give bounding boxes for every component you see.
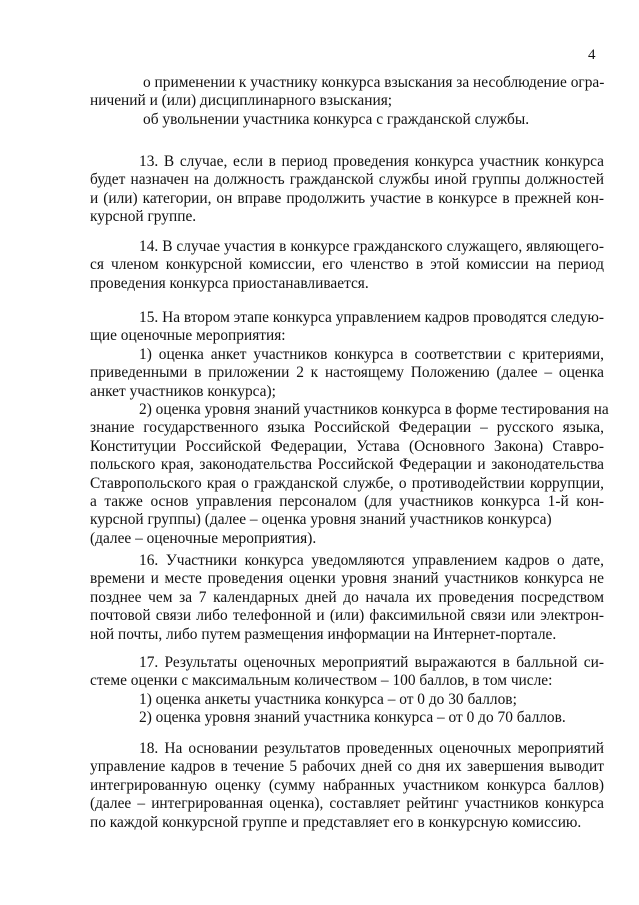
text-line: 17. Результаты оценочных мероприятий выражаются в балльной си- bbox=[139, 654, 604, 671]
text-line: по каждой конкурсной группе и представляет его в конкурсную комиссию. bbox=[90, 813, 582, 831]
text-line: почтовой связи либо телефонной и (или) факсимильной связи или электрон- bbox=[90, 607, 604, 625]
text-line: 15. На втором этапе конкурса управлением кадров проводятся следую- bbox=[139, 309, 604, 326]
text-line: 13. В случае, если в период проведения конкурса участник конкурса bbox=[139, 153, 604, 170]
text-line: (далее – оценочные мероприятия). bbox=[90, 529, 317, 547]
text-line: 1) оценка анкеты участника конкурса – от 0 до 30 баллов; bbox=[139, 690, 517, 708]
paragraph-18 bbox=[90, 740, 604, 832]
paragraph-14 bbox=[90, 238, 604, 293]
text-line: проведения конкурса приостанавливается. bbox=[90, 274, 369, 292]
text-line: 18. На основании результатов проведенных оценочных мероприятий bbox=[139, 740, 604, 757]
text-line: курсной группы) (далее – оценка уровня знаний участников конкурса) bbox=[90, 511, 552, 529]
paragraph-16 bbox=[90, 552, 604, 644]
text-line: Ставропольского края о гражданской службе, о противодействии коррупции, bbox=[90, 474, 604, 492]
text-line: управление кадров в течение 5 рабочих дней со дня их завершения выводит bbox=[90, 758, 604, 776]
text-line: приведенными в приложении 2 к настоящему Положению (далее – оценка bbox=[90, 364, 604, 382]
text-line: времени и месте проведения оценки уровня знаний участников конкурса не bbox=[90, 570, 604, 588]
text-line: ничений и (или) дисциплинарного взыскания; bbox=[90, 92, 393, 110]
text-line: ся членом конкурсной комиссии, его членство в этой комиссии на период bbox=[90, 256, 604, 274]
text-line: позднее чем за 7 календарных дней до начала их проведения посредством bbox=[90, 588, 604, 606]
text-line: и (или) категории, он вправе продолжить участие в конкурсе в прежней кон- bbox=[90, 189, 604, 207]
text-line: анкет участников конкурса); bbox=[90, 382, 276, 400]
text-line: 2) оценка уровня знаний участников конкурса в форме тестирования на bbox=[139, 401, 609, 419]
page-number: 4 bbox=[588, 47, 596, 63]
text-line: 2) оценка уровня знаний участника конкурса – от 0 до 70 баллов. bbox=[139, 709, 566, 727]
text-line: 1) оценка анкет участников конкурса в соответствии с критериями, bbox=[139, 345, 604, 363]
text-line: курсной группе. bbox=[90, 208, 197, 226]
text-line: знание государственного языка Российской Федерации – русского языка, bbox=[90, 419, 604, 437]
text-line: о применении к участнику конкурса взыскания за несоблюдение огра- bbox=[143, 74, 605, 91]
paragraph-intro bbox=[90, 74, 604, 129]
text-line: (далее – интегрированная оценка), составляет рейтинг участников конкурса bbox=[90, 795, 604, 813]
text-line: 16. Участники конкурса уведомляются управлением кадров о дате, bbox=[139, 552, 604, 569]
paragraph-17 bbox=[90, 654, 604, 728]
text-line: щие оценочные мероприятия: bbox=[90, 327, 286, 345]
text-line: а также основ управления персоналом (для участников конкурса 1-й кон- bbox=[90, 493, 604, 511]
text-line: стеме оценки с максимальным количеством – 100 баллов, в том числе: bbox=[90, 672, 553, 690]
text-line: 14. В случае участия в конкурсе гражданского служащего, являющего- bbox=[139, 238, 604, 255]
text-line: Конституции Российской Федерации, Устава (Основного Закона) Ставро- bbox=[90, 437, 604, 455]
text-line: интегрированную оценку (сумму набранных участником конкурса баллов) bbox=[90, 776, 604, 794]
paragraph-13 bbox=[90, 153, 604, 227]
paragraph-15 bbox=[90, 309, 609, 548]
text-line: польского края, законодательства Российской Федерации и законодательства bbox=[90, 456, 604, 474]
text-line: ной почты, либо путем размещения информации на Интернет-портале. bbox=[90, 625, 557, 643]
text-line: будет назначен на должность гражданской службы иной группы должностей bbox=[90, 171, 604, 189]
text-line: об увольнении участника конкурса с гражданской службы. bbox=[143, 110, 530, 128]
